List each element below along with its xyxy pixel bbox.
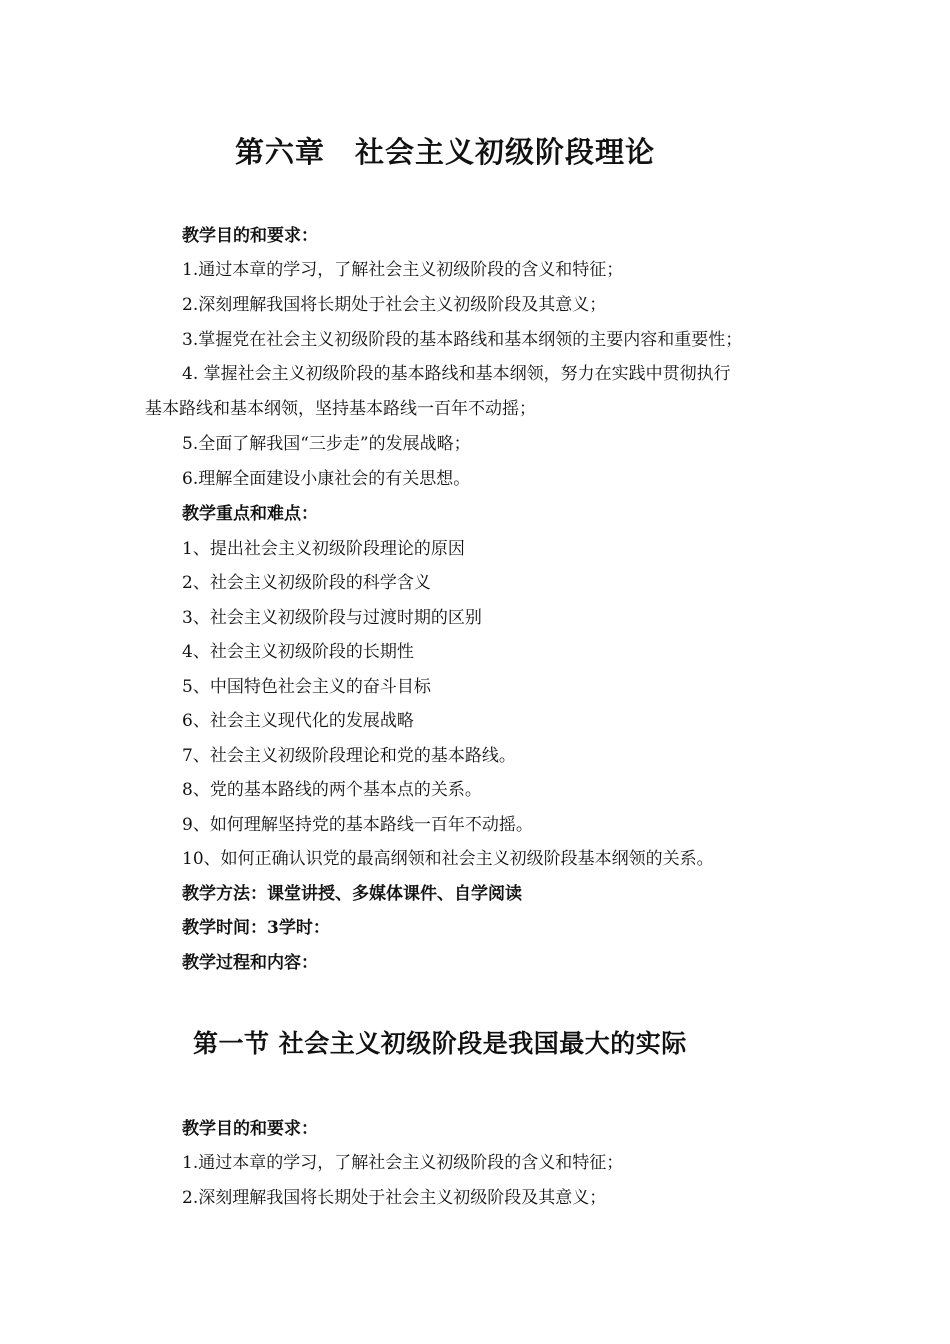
- teaching-process: 教学过程和内容：: [182, 953, 318, 973]
- objective-item: 3.掌握党在社会主义初级阶段的基本路线和基本纲领的主要内容和重要性；: [182, 330, 743, 350]
- key-point-item: 3、社会主义初级阶段与过渡时期的区别: [182, 608, 482, 628]
- section-objectives-heading: 教学目的和要求：: [182, 1119, 318, 1139]
- teaching-method: 教学方法：课堂讲授、多媒体课件、自学阅读: [182, 884, 522, 904]
- objectives-heading: 教学目的和要求：: [182, 226, 318, 246]
- objective-item: 6.理解全面建设小康社会的有关思想。: [182, 469, 471, 489]
- key-point-item: 10、如何正确认识党的最高纲领和社会主义初级阶段基本纲领的关系。: [182, 849, 714, 869]
- section-title: 第一节 社会主义初级阶段是我国最大的实际: [193, 1029, 687, 1058]
- key-point-item: 9、如何理解坚持党的基本路线一百年不动摇。: [182, 815, 533, 835]
- objective-item: 2.深刻理解我国将长期处于社会主义初级阶段及其意义；: [182, 295, 607, 315]
- key-point-item: 7、社会主义初级阶段理论和党的基本路线。: [182, 746, 516, 766]
- objective-item-continued: 基本路线和基本纲领，坚持基本路线一百年不动摇；: [145, 399, 536, 419]
- teaching-time: 教学时间：3学时：: [182, 918, 330, 938]
- objective-item: 4. 掌握社会主义初级阶段的基本路线和基本纲领，努力在实践中贯彻执行: [182, 364, 731, 384]
- key-point-item: 8、党的基本路线的两个基本点的关系。: [182, 780, 482, 800]
- key-points-heading: 教学重点和难点：: [182, 504, 318, 524]
- key-point-item: 2、社会主义初级阶段的科学含义: [182, 573, 431, 593]
- key-point-item: 6、社会主义现代化的发展战略: [182, 711, 414, 731]
- key-point-item: 5、中国特色社会主义的奋斗目标: [182, 677, 431, 697]
- key-point-item: 4、社会主义初级阶段的长期性: [182, 642, 414, 662]
- chapter-name: 社会主义初级阶段理论: [355, 135, 656, 169]
- objective-item: 1.通过本章的学习，了解社会主义初级阶段的含义和特征；: [182, 260, 624, 280]
- objective-item: 5.全面了解我国“三步走”的发展战略；: [182, 434, 471, 454]
- section-objective-item: 2.深刻理解我国将长期处于社会主义初级阶段及其意义；: [182, 1188, 607, 1208]
- chapter-number: 第六章: [234, 135, 325, 169]
- section-objective-item: 1.通过本章的学习，了解社会主义初级阶段的含义和特征；: [182, 1153, 624, 1173]
- key-point-item: 1、提出社会主义初级阶段理论的原因: [182, 539, 465, 559]
- chapter-title: [0, 130, 890, 171]
